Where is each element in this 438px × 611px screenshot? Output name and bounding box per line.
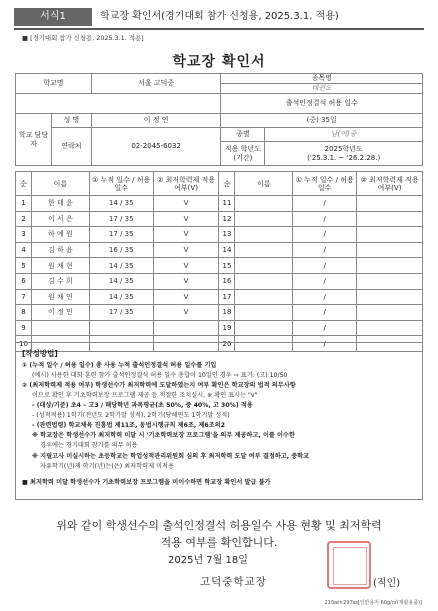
table-row [16,305,423,321]
table-row [16,242,423,258]
attendance-days: / [293,289,357,305]
application-note: ■ [경기대회 참가 신청용, 2025.3.1. 적용] [22,34,144,42]
row-no: 1 [16,196,32,212]
student-name: 원 채 연 [31,289,89,305]
year-cell [265,142,423,166]
header-name: 이름 [235,172,293,196]
confirmation-line-2: 적용 여부를 확인합니다. [160,536,278,549]
student-name: 김 수 희 [31,273,89,289]
row-no: 18 [219,305,235,321]
document-title: 학교장 확인서 [172,54,266,70]
min-grade-flag [357,273,423,289]
form-title: 학교장 확인서(경기대회 참가 신청용, 2025.3.1. 적용) [100,11,339,22]
header-days: ① 누적 일수 / 허용 일수 [89,172,153,196]
student-name [235,273,293,289]
header-flag: ② 최저학력제 적용 여부(V) [357,172,423,196]
instruction-line: - (대상/기준) 초4 – 고3 / 해당학년 과목평균(초 50%, 중 40%, 고 30%) 적용 [32,402,253,409]
period-value: ('25.3.1. ~ '26.2.28.) [307,153,381,162]
table-row [16,227,423,243]
table-row [16,289,423,305]
info-table [15,73,423,166]
row-no: 14 [219,242,235,258]
student-name [235,305,293,321]
min-grade-flag [357,227,423,243]
min-grade-flag [357,196,423,212]
instruction-line: 자유학기(년)제 학기(년)는(은) 최저학력제 미적용 [40,463,174,470]
attendance-days: / [293,258,357,274]
row-no: 20 [219,336,235,352]
instruction-line: 이므로 확인 후 기초학력보장 프로그램 제공 등 적절한 조치실시, ※ 확인 표시는 "v" [32,392,258,399]
issue-date: 2025년 7월 18일 [168,555,248,566]
min-grade-flag [357,258,423,274]
min-grade-flag [153,320,219,336]
name-label: 성 명 [51,114,91,128]
attendance-days: 14 / 35 [89,196,153,212]
student-name [235,258,293,274]
instruction-line: ■ 최저학력 미달 학생선수가 기초학력보장 프로그램을 미이수하면 학교장 확인서 발급 불가 [22,479,271,486]
instruction-line: ② (최저학력제 적용 여부) 학생선수가 최저학력에 도달하였는지 여부 확인은 학교장의 법적 의무사항 [22,382,296,389]
school-seal-stamp [327,541,371,589]
contact-label: 연락처 [51,128,91,166]
row-no: 4 [16,242,32,258]
attendance-days: / [293,320,357,336]
student-name: 원 채 현 [31,258,89,274]
school-value: 서울 고덕중 [91,74,221,94]
attendance-days: 17 / 35 [89,211,153,227]
row-no: 5 [16,258,32,274]
min-grade-flag [357,305,423,321]
row-no: 2 [16,211,32,227]
row-no: 12 [219,211,235,227]
min-grade-flag: V [153,196,219,212]
school-label: 학교명 [16,74,92,94]
instruction-line: 경우에는 경기대회 참가를 의무 허용 [40,442,138,449]
student-name: 이 서 은 [31,211,89,227]
attend-label: 출석인정결석 허용 일수 [221,94,423,114]
student-list-table [15,171,423,352]
min-grade-flag [357,211,423,227]
attendance-days: 14 / 35 [89,273,153,289]
min-grade-flag: V [153,273,219,289]
header-no: 순 [16,172,32,196]
row-no: 11 [219,196,235,212]
year-label: 적용 학년도 (기간) [221,142,265,166]
manager-label: 학교 담당자 [16,114,52,166]
min-grade-flag: V [153,242,219,258]
header-days: ① 누적 일수 / 허용 일수 [293,172,357,196]
student-list-body [16,196,423,352]
student-name [235,242,293,258]
min-grade-flag: V [153,227,219,243]
row-no: 6 [16,273,32,289]
attend-value: (중) 35일 [221,114,423,128]
school-principal-signature: 고덕중학교장 [200,576,267,588]
instructions-box [15,342,423,500]
attendance-days: 14 / 35 [89,289,153,305]
attendance-days: / [293,227,357,243]
table-row [16,258,423,274]
student-name [235,320,293,336]
form-tag: 서식1 [14,8,92,26]
attendance-days: 17 / 35 [89,305,153,321]
table-row [16,196,423,212]
attendance-days [89,320,153,336]
table-row [16,320,423,336]
attendance-days: 14 / 35 [89,258,153,274]
row-no: 10 [16,336,32,352]
confirmation-statement [0,517,438,551]
instruction-line: - (관련법령) 학교체육 진흥법 제11조, 동법시행규칙 제6조, 제6조의2 [32,422,225,429]
attendance-days: / [293,242,357,258]
row-no: 19 [219,320,235,336]
attendance-days: / [293,273,357,289]
instruction-line: ※ 학교장은 학생선수가 최저학력 미달 시 '기초학력보장 프로그램'을 의무 제공하고, 이를 이수한 [32,432,295,439]
instruction-line: - (성적적용) 1학기(전년도 2학기말 성적), 2학기(당해연도 1학기말 성적) [32,412,230,419]
student-name [235,196,293,212]
row-no: 8 [16,305,32,321]
instruction-line: ※ 지필고사 미실시하는 초등학교는 학업성적관리위원회 심의 후 최저학력 도달 여부 결정하고, 중학교 [32,453,310,460]
student-name: 하 예 원 [31,227,89,243]
gender-label: 종별 [221,128,265,142]
instruction-line: ① (누적 일수 / 허용 일수) 총 사용 누적 출석인정결석 허용 일수를 기입 [22,362,217,369]
min-grade-flag: V [153,258,219,274]
row-no: 3 [16,227,32,243]
min-grade-flag: V [153,211,219,227]
header-name: 이름 [31,172,89,196]
attendance-days: / [293,336,357,352]
seal-label: (직인) [373,578,401,589]
table-row [16,273,423,289]
row-no: 16 [219,273,235,289]
student-name [235,289,293,305]
attendance-days: 17 / 35 [89,227,153,243]
row-no: 7 [16,289,32,305]
min-grade-flag [357,289,423,305]
header-no: 순 [219,172,235,196]
row-no: 15 [219,258,235,274]
attendance-days: / [293,196,357,212]
row-no: 17 [219,289,235,305]
table-row [16,211,423,227]
name-value: 이 정 연 [91,114,221,128]
min-grade-flag [357,242,423,258]
student-name [235,227,293,243]
min-grade-flag: V [153,305,219,321]
student-name [31,320,89,336]
student-name: 이 정 민 [31,305,89,321]
min-grade-flag [357,320,423,336]
confirmation-line-1: 위와 같이 학생선수의 출석인정결석 허용일수 사용 현황 및 최저학력 [56,519,382,532]
year-value: 2025학년도 [324,144,363,153]
student-name [235,211,293,227]
attendance-days: / [293,211,357,227]
row-no: 13 [219,227,235,243]
attendance-days: / [293,305,357,321]
contact-value: 02-2045-6032 [91,128,221,166]
min-grade-flag: V [153,289,219,305]
form-header [14,6,424,30]
event-label: 종목명 [221,74,423,84]
row-no: 9 [16,320,32,336]
paper-spec-footer: 210㎜×297㎜[일반용지 60g/㎡(재활용품)] [324,600,422,606]
student-name: 김 하 윤 [31,242,89,258]
instructions-heading: [작성방법] [22,349,58,358]
student-name: 한 태 윤 [31,196,89,212]
attendance-days: 16 / 35 [89,242,153,258]
gender-value: 남(여)중 [265,128,423,142]
header-flag: ② 최저학력제 적용 여부(V) [153,172,219,196]
instruction-line: (예시) 사용한 대회·훈련 참가 출석인정결석 허용 일수 총합이 10일인 경우 ⇨ 표기: (고) 10/50 [32,372,288,379]
event-value: 태권도 [221,84,423,94]
